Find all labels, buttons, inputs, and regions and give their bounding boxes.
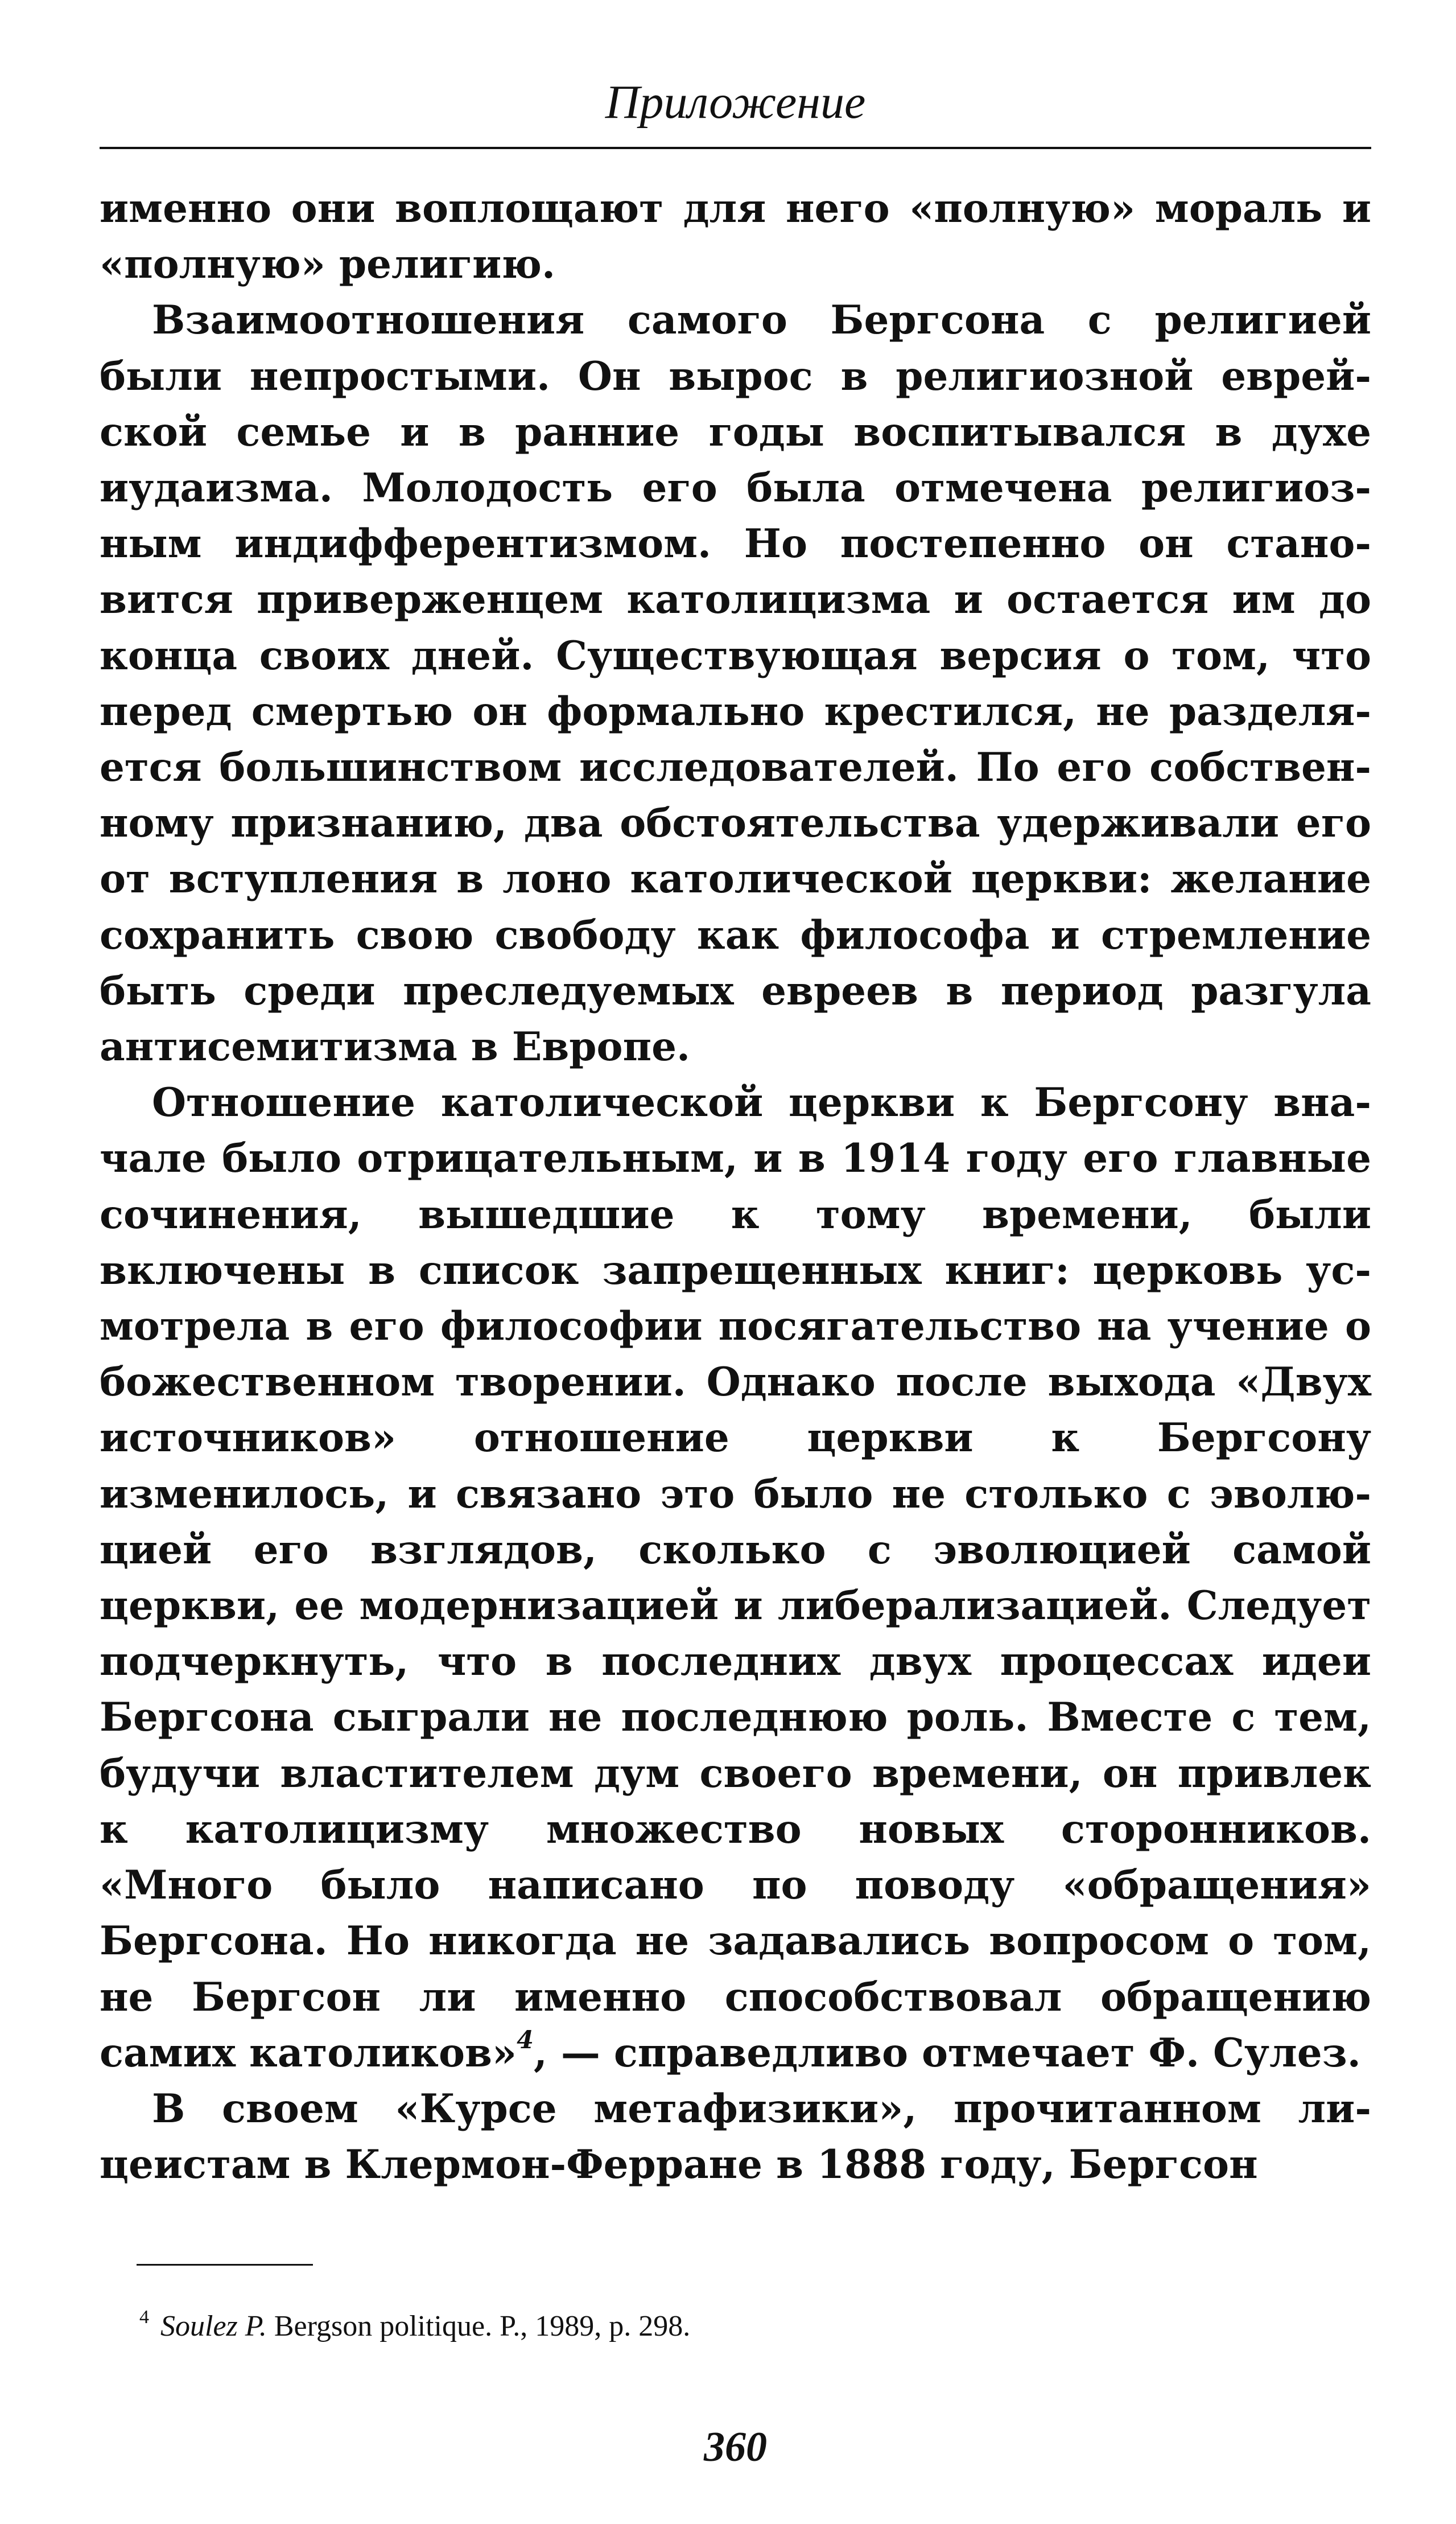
paragraph-3	[100, 1075, 1371, 2081]
header-divider	[100, 147, 1371, 149]
paragraph-3-text: Отношение католической церкви к Бергсону вначале было отрицательным, и в 1914 году его главные сочинения, вышедшие к тому времени, были включены в список запрещенных книг: церковь усмотрела в его философии посягательство на учение о божественном творении. Однако после выхода «Двух источников» отношение церкви к Бергсону изменилось, и связано это было не столько с эволюцией его взглядов, сколько с эволюцией самой церкви, ее модернизацией и либерализацией. Следует подчеркнуть, что в последних двух процессах идеи Бергсона сыграли не последнюю роль. Вместе с тем, будучи властителем дум своего времени, он привлек к католицизму множество новых сторонников. «Много было написано по поводу «обращения» Бергсона. Но никогда не задавались вопросом о том, не Бергсон ли именно способствовал обращению самих католиков»	[100, 1080, 1371, 2076]
paragraph-1: именно они воплощают для него «полную» мораль и «полную» религию.	[100, 186, 1371, 288]
footnote-text: Bergson politique. P., 1989, p. 298.	[274, 2310, 691, 2342]
paragraph-2: Взаимоотношения самого Бергсона с религией были непростыми. Он вырос в религиозной еврейской семье и в ранние годы воспитывался в духе иудаизма. Молодость его была отмечена религиозным индифферентизмом. Но постепенно он становится приверженцем католицизма и остается им до конца своих дней. Существующая версия о том, что перед смертью он формально крестился, не разделяется большинством исследователей. По его собственному признанию, два обстоятельства удерживали его от вступления в лоно католической церкви: желание сохранить свою свободу как философа и стремление быть среди преследуемых евреев в период разгула антисемитизма в Европе.	[100, 297, 1371, 1070]
paragraph-4: В своем «Курсе метафизики», прочитанном лицеистам в Клермон-Ферране в 1888 году, Бергсон	[100, 2085, 1371, 2188]
footnote-reference: 4	[517, 2025, 534, 2054]
page-number: 360	[704, 2424, 767, 2471]
footnote-number: 4	[139, 2307, 149, 2328]
footnote-author: Soulez P.	[160, 2310, 267, 2342]
paragraph-3-tail: , — справедливо отмечает Ф. Сулез.	[533, 2029, 1361, 2076]
main-text	[100, 181, 1371, 2193]
footnote-divider	[137, 2264, 313, 2266]
running-header: Приложение	[605, 76, 866, 129]
footnote	[139, 2300, 1334, 2344]
